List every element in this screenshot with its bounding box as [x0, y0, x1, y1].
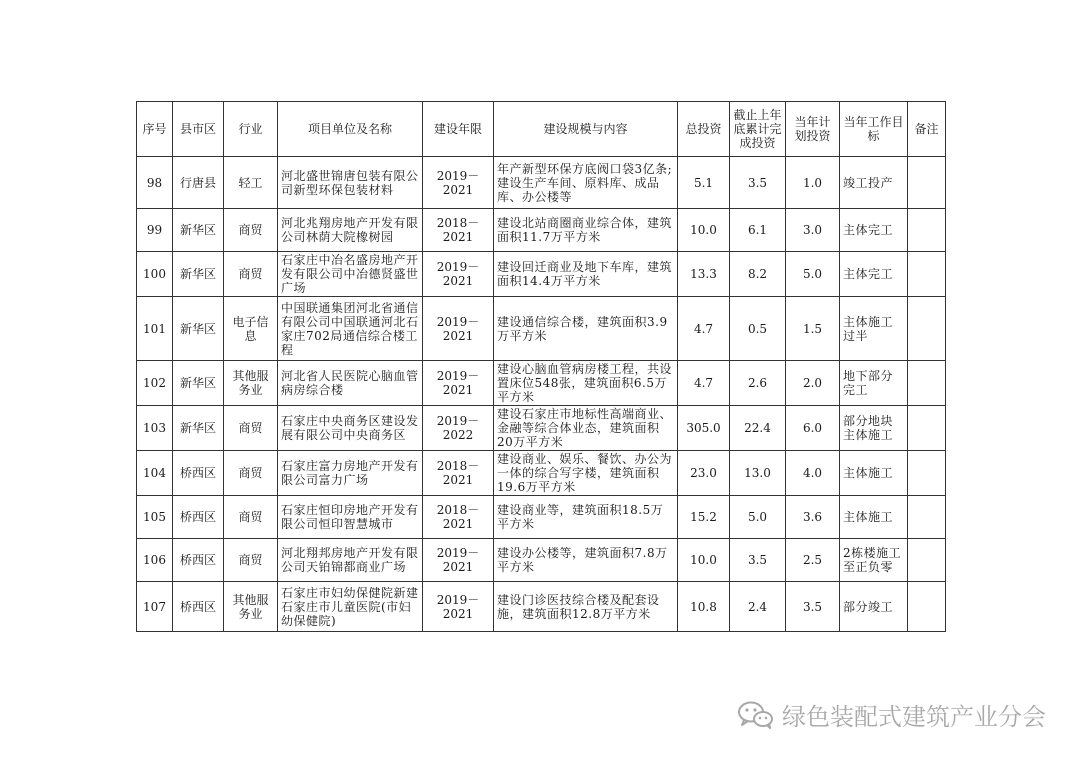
cell-total: 10.0 — [678, 539, 730, 582]
cell-industry: 商贸 — [224, 496, 278, 539]
header-remark: 备注 — [908, 102, 946, 157]
cell-no: 98 — [137, 157, 173, 209]
cell-industry: 商贸 — [224, 252, 278, 297]
watermark — [736, 697, 1046, 732]
cell-no: 100 — [137, 252, 173, 297]
cell-project: 河北省人民医院心脑血管病房综合楼 — [278, 361, 423, 406]
header-no: 序号 — [137, 102, 173, 157]
table-header-row — [137, 102, 946, 157]
cell-target: 主体施工 — [840, 451, 908, 496]
table-row — [137, 496, 946, 539]
cell-industry: 轻工 — [224, 157, 278, 209]
cell-scope: 建设商业等，建筑面积18.5万平方米 — [494, 496, 678, 539]
cell-period: 2019－2022 — [423, 406, 494, 451]
cell-scope: 建设通信综合楼，建筑面积3.9万平方米 — [494, 297, 678, 361]
cell-county: 新华区 — [173, 252, 224, 297]
table-row — [137, 406, 946, 451]
cell-county: 桥西区 — [173, 496, 224, 539]
cell-scope: 建设心脑血管病房楼工程，共设置床位548张，建筑面积6.5万平方米 — [494, 361, 678, 406]
cell-project: 石家庄中央商务区建设发展有限公司中央商务区 — [278, 406, 423, 451]
cell-project: 河北兆翔房地产开发有限公司林荫大院橡树园 — [278, 209, 423, 252]
cell-project: 石家庄市妇幼保健院新建石家庄市儿童医院(市妇幼保健院) — [278, 582, 423, 632]
cell-county: 新华区 — [173, 406, 224, 451]
cell-target: 地下部分完工 — [840, 361, 908, 406]
cell-scope: 建设商业、娱乐、餐饮、办公为一体的综合写字楼，建筑面积19.6万平方米 — [494, 451, 678, 496]
cell-industry: 其他服务业 — [224, 361, 278, 406]
cell-scope: 建设门诊医技综合楼及配套设施，建筑面积12.8万平方米 — [494, 582, 678, 632]
cell-planned: 3.5 — [786, 582, 840, 632]
cell-remark — [908, 582, 946, 632]
cell-target: 部分竣工 — [840, 582, 908, 632]
cell-industry: 商贸 — [224, 406, 278, 451]
project-table — [136, 101, 946, 632]
cell-total: 15.2 — [678, 496, 730, 539]
cell-target: 主体施工 — [840, 496, 908, 539]
cell-industry: 商贸 — [224, 209, 278, 252]
cell-total: 10.8 — [678, 582, 730, 632]
cell-period: 2019－2021 — [423, 252, 494, 297]
cell-industry: 其他服务业 — [224, 582, 278, 632]
cell-period: 2018－2021 — [423, 496, 494, 539]
cell-county: 新华区 — [173, 209, 224, 252]
header-target: 当年工作目标 — [840, 102, 908, 157]
cell-remark — [908, 297, 946, 361]
cell-planned: 4.0 — [786, 451, 840, 496]
header-scope: 建设规模与内容 — [494, 102, 678, 157]
cell-no: 104 — [137, 451, 173, 496]
cell-cumulative: 3.5 — [730, 539, 786, 582]
cell-cumulative: 13.0 — [730, 451, 786, 496]
cell-planned: 2.5 — [786, 539, 840, 582]
cell-remark — [908, 361, 946, 406]
cell-scope: 建设石家庄市地标性高端商业、金融等综合体业态，建筑面积20万平方米 — [494, 406, 678, 451]
header-county: 县市区 — [173, 102, 224, 157]
cell-period: 2019－2021 — [423, 157, 494, 209]
table-row — [137, 209, 946, 252]
cell-no: 101 — [137, 297, 173, 361]
cell-remark — [908, 496, 946, 539]
cell-planned: 3.6 — [786, 496, 840, 539]
cell-no: 105 — [137, 496, 173, 539]
cell-scope: 建设回迁商业及地下车库，建筑面积14.4万平方米 — [494, 252, 678, 297]
cell-target: 竣工投产 — [840, 157, 908, 209]
cell-target: 2栋楼施工至正负零 — [840, 539, 908, 582]
header-planned: 当年计划投资 — [786, 102, 840, 157]
cell-remark — [908, 406, 946, 451]
cell-project: 石家庄中冶名盛房地产开发有限公司中冶德贤盛世广场 — [278, 252, 423, 297]
cell-period: 2019－2021 — [423, 539, 494, 582]
cell-cumulative: 0.5 — [730, 297, 786, 361]
header-total: 总投资 — [678, 102, 730, 157]
cell-industry: 电子信息 — [224, 297, 278, 361]
cell-period: 2018－2021 — [423, 451, 494, 496]
cell-planned: 2.0 — [786, 361, 840, 406]
cell-period: 2019－2021 — [423, 297, 494, 361]
cell-scope: 建设北站商圈商业综合体，建筑面积11.7万平方米 — [494, 209, 678, 252]
cell-county: 桥西区 — [173, 582, 224, 632]
cell-no: 107 — [137, 582, 173, 632]
cell-no: 103 — [137, 406, 173, 451]
cell-remark — [908, 209, 946, 252]
cell-total: 13.3 — [678, 252, 730, 297]
cell-project: 河北盛世锦唐包装有限公司新型环保包装材料 — [278, 157, 423, 209]
cell-no: 99 — [137, 209, 173, 252]
table-row — [137, 582, 946, 632]
cell-cumulative: 22.4 — [730, 406, 786, 451]
cell-remark — [908, 539, 946, 582]
cell-project: 石家庄恒印房地产开发有限公司恒印智慧城市 — [278, 496, 423, 539]
cell-cumulative: 8.2 — [730, 252, 786, 297]
watermark-text: 绿色装配式建筑产业分会 — [782, 703, 1046, 731]
cell-industry: 商贸 — [224, 539, 278, 582]
header-period: 建设年限 — [423, 102, 494, 157]
header-industry: 行业 — [224, 102, 278, 157]
cell-total: 4.7 — [678, 297, 730, 361]
cell-cumulative: 2.6 — [730, 361, 786, 406]
cell-remark — [908, 157, 946, 209]
cell-total: 4.7 — [678, 361, 730, 406]
cell-period: 2019－2021 — [423, 582, 494, 632]
cell-industry: 商贸 — [224, 451, 278, 496]
cell-period: 2019－2021 — [423, 361, 494, 406]
cell-planned: 1.0 — [786, 157, 840, 209]
cell-cumulative: 3.5 — [730, 157, 786, 209]
table-row — [137, 297, 946, 361]
cell-cumulative: 6.1 — [730, 209, 786, 252]
cell-project: 河北翔邦房地产开发有限公司天铂锦都商业广场 — [278, 539, 423, 582]
cell-no: 102 — [137, 361, 173, 406]
cell-period: 2018－2021 — [423, 209, 494, 252]
table-row — [137, 252, 946, 297]
wechat-icon — [736, 700, 776, 730]
project-table-sheet — [136, 101, 945, 632]
cell-county: 新华区 — [173, 297, 224, 361]
cell-no: 106 — [137, 539, 173, 582]
cell-target: 部分地块主体施工 — [840, 406, 908, 451]
cell-total: 10.0 — [678, 209, 730, 252]
cell-total: 305.0 — [678, 406, 730, 451]
cell-remark — [908, 252, 946, 297]
cell-target: 主体完工 — [840, 252, 908, 297]
cell-total: 5.1 — [678, 157, 730, 209]
table-row — [137, 361, 946, 406]
header-cumulative: 截止上年底累计完成投资 — [730, 102, 786, 157]
cell-project: 中国联通集团河北省通信有限公司中国联通河北石家庄702局通信综合楼工程 — [278, 297, 423, 361]
cell-county: 桥西区 — [173, 451, 224, 496]
cell-planned: 6.0 — [786, 406, 840, 451]
cell-scope: 建设办公楼等，建筑面积7.8万平方米 — [494, 539, 678, 582]
cell-cumulative: 5.0 — [730, 496, 786, 539]
cell-cumulative: 2.4 — [730, 582, 786, 632]
cell-planned: 3.0 — [786, 209, 840, 252]
table-row — [137, 539, 946, 582]
header-project: 项目单位及名称 — [278, 102, 423, 157]
cell-planned: 5.0 — [786, 252, 840, 297]
table-row — [137, 157, 946, 209]
cell-target: 主体施工过半 — [840, 297, 908, 361]
cell-project: 石家庄富力房地产开发有限公司富力广场 — [278, 451, 423, 496]
cell-total: 23.0 — [678, 451, 730, 496]
table-row — [137, 451, 946, 496]
cell-remark — [908, 451, 946, 496]
cell-scope: 年产新型环保方底阀口袋3亿条;建设生产车间、原料库、成品库、办公楼等 — [494, 157, 678, 209]
cell-county: 行唐县 — [173, 157, 224, 209]
cell-planned: 1.5 — [786, 297, 840, 361]
cell-county: 桥西区 — [173, 539, 224, 582]
cell-target: 主体完工 — [840, 209, 908, 252]
cell-county: 新华区 — [173, 361, 224, 406]
